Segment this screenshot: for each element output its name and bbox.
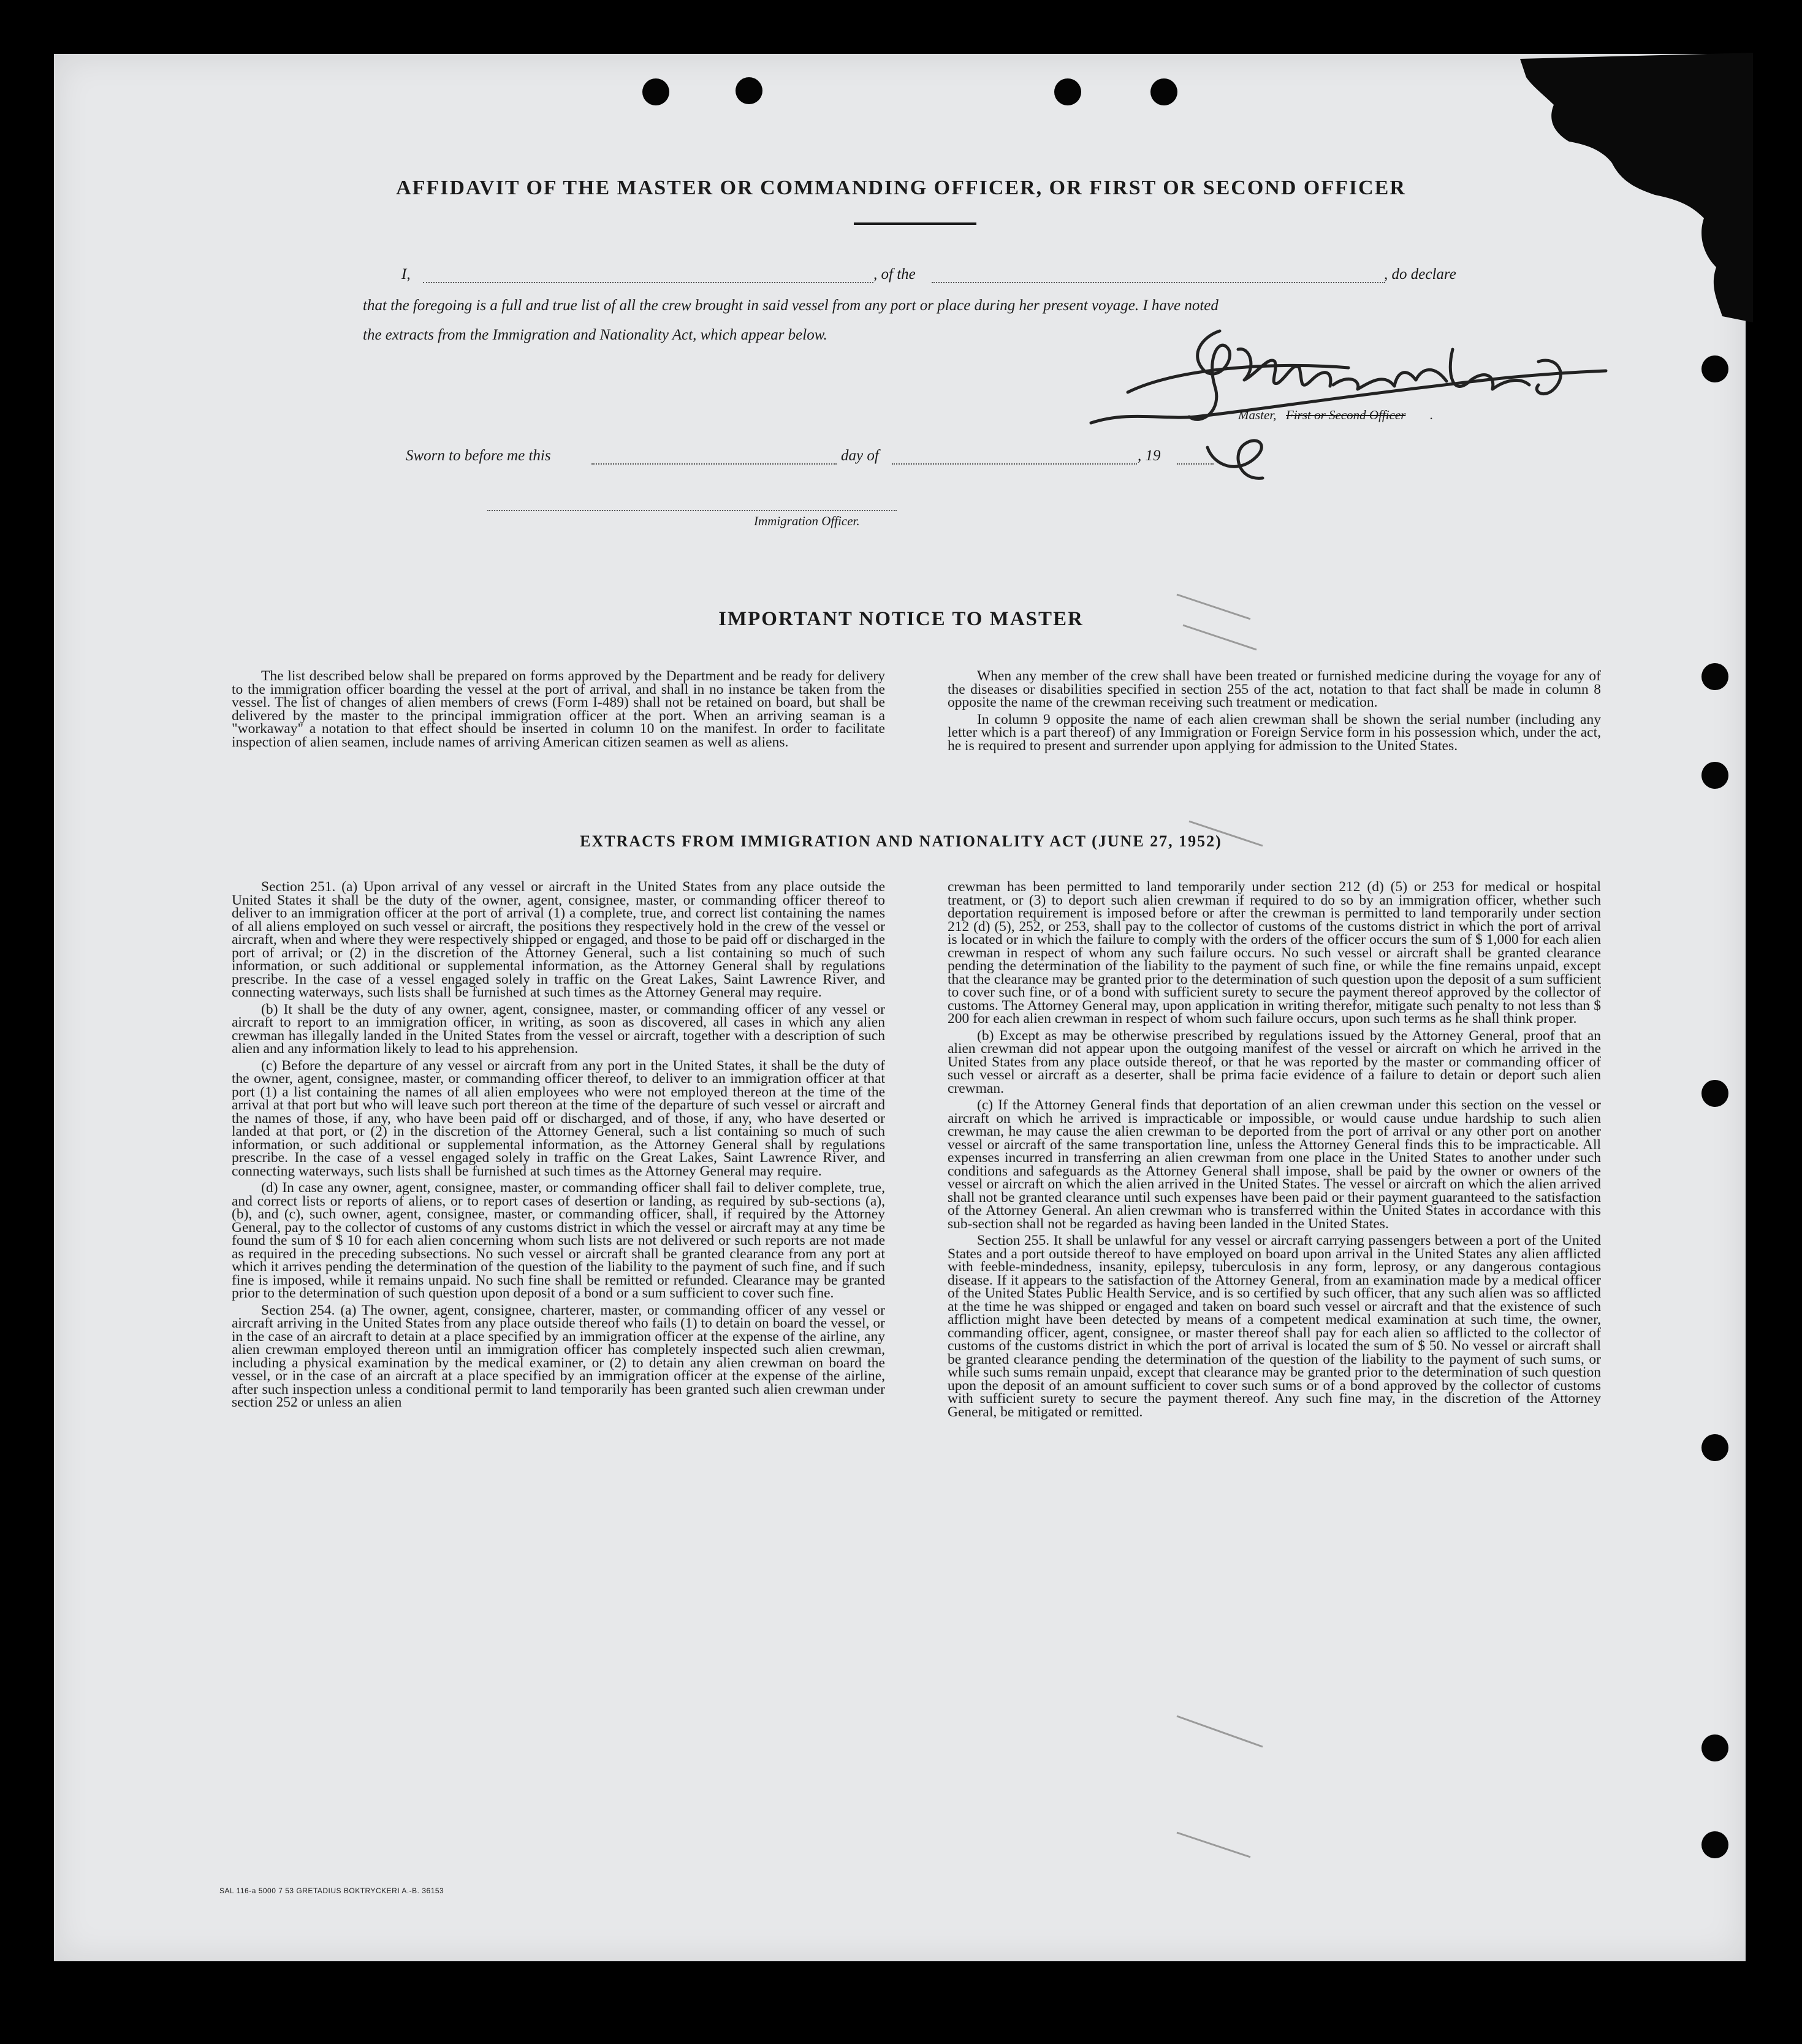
section-254-a-cont: crewman has been permitted to land temporarily under section 212 (d) (5) or 253 for medical or hospital treatment, or (3) to deport such alien crewman if required to do so by an immigration officer, whether such deportation requirement is imposed before or after the crewman is permitted to land temporarily under section 212 (d) (5), 252, or 253, shall pay to the collector of customs of the customs district in which the port of arrival is located or in which the failure to comply with the orders of the officer occurs the sum of $ 1,000 for each alien crewman in respect of whom any such failure occurs. No such vessel or aircraft shall be granted clearance pending the determination of the liability to the payment of such fine, or while the fine remains unpaid, except that the clearance may be granted prior to the determination of such question upon the deposit of a sum sufficient to cover such fine, or of a bond with sufficient surety to secure the payment thereof approved by the collector of customs. The Attorney General may, upon application in writing therefor, mitigate such penalty to not less than $ 200 for each alien crewman in respect of whom such failure occurs, upon such terms as he shall think proper. [948, 879, 1601, 1027]
affidavit-title: AFFIDAVIT OF THE MASTER OR COMMANDING OFFICER, OR FIRST OR SECOND OFFICER [396, 177, 1406, 199]
form-code: SAL 116-a 5000 7 53 GRETADIUS BOKTRYCKERI A.-B. 36153 [219, 1886, 444, 1895]
title-underline [854, 222, 976, 225]
year-label: , 19 [1138, 447, 1161, 464]
punch-hole [642, 78, 669, 105]
notice-left-column [232, 670, 885, 753]
punch-hole [1701, 1434, 1728, 1461]
section-254-a: Section 254. (a) The owner, agent, consignee, charterer, master, or commanding officer of any vessel or aircraft arriving in the United States from any place outside thereof who fails (1) to detain on board the vessel, or in the case of an aircraft to detain at a place specified by an immigration officer at the expense of the airline, any alien crewman employed thereon until an immigration officer has completely inspected such alien crewman, including a physical examination by the medical examiner, or (2) to detain any alien crewman on board the vessel, or in the case of an aircraft at a place specified by an immigration officer at the expense of the airline, after such inspection unless a conditional permit to land temporarily has been granted such alien crewman under section 252 or unless an alien [232, 1302, 885, 1410]
punch-hole [736, 77, 762, 104]
signature-caption-end: . [1430, 408, 1434, 422]
sworn-day-blank[interactable] [591, 463, 837, 465]
signature-caption-master: Master, [1238, 408, 1277, 422]
notice-paragraph: In column 9 opposite the name of each alien crewman shall be shown the serial number (including any letter which is a part thereof) of any Immigration or Foreign Service form in his possession which, under the act, he is required to present and surrender upon applying for admission to the United States. [948, 711, 1601, 754]
sworn-year-blank[interactable] [1177, 463, 1214, 465]
section-251-d: (d) In case any owner, agent, consignee, master, or commanding officer shall fail to deliver complete, true, and correct lists or reports of aliens, or to report cases of desertion or landing, as required by sub-sections (a), (b), and (c), such owner, agent, consignee, master, or commanding officer, shall, if required by the Attorney General, pay to the collector of customs of any customs district in which the vessel or aircraft may at any time be found the sum of $ 10 for each alien concerning whom such lists are not delivered or such reports are not made as required in the preceding subsections. No such vessel or aircraft shall be granted clearance from any port at which it arrives pending the determination of the question of the liability to the payment of such fine, and if such fine is imposed, while it remains unpaid. No such fine shall be remitted or refunded. Clearance may be granted prior to the determination of such question upon deposit of a bond or a sum sufficient to cover such fine. [232, 1180, 885, 1301]
extracts-title: EXTRACTS FROM IMMIGRATION AND NATIONALITY ACT (JUNE 27, 1952) [580, 832, 1222, 850]
notice-paragraph: When any member of the crew shall have been treated or furnished medicine during the voyage for any of the diseases or disabilities specified in section 255 of the act, notation to that fact shall be made in column 8 opposite the name of the crewman receiving such treatment or medication. [948, 668, 1601, 710]
section-251-c: (c) Before the departure of any vessel or aircraft from any port in the United States, it shall be the duty of the owner, agent, consignee, master, or commanding officer thereof, to deliver to an immigration officer at that port (1) a list containing the names of all alien employees who were not employed thereon at the time of the arrival at that port but who will leave such port thereon at the time of the departure of such vessel or aircraft and the names of those, if any, who have been paid off or discharged, and of those, if any, who have deserted or landed at that port, or (2) in the discretion of the Attorney General, such a list containing so much of such information, or such additional or supplemental information, as the Attorney General shall by regulations prescribe. In the case of a vessel engaged solely in traffic on the Great Lakes, Saint Lawrence River, and connecting waterways, such lists shall be furnished at such times as the Attorney General may require. [232, 1057, 885, 1179]
immigration-officer-label: Immigration Officer. [754, 514, 860, 528]
vessel-blank[interactable] [932, 282, 1385, 283]
extracts-left-column [232, 881, 885, 1413]
punch-hole [1701, 1080, 1728, 1107]
section-251-b: (b) It shall be the duty of any owner, agent, consignee, master, or commanding officer of any vessel or aircraft to report to an immigration officer, in writing, as soon as discovered, all cases in which any alien crewman has illegally landed in the United States from the vessel or aircraft, together with a description of such alien and any information likely to lead to his apprehension. [232, 1001, 885, 1057]
punch-hole [1150, 78, 1177, 105]
affidavit-line-2: that the foregoing is a full and true list of all the crew brought in said vessel from any port or place during her present voyage. I have noted [363, 297, 1218, 314]
notice-paragraph: The list described below shall be prepared on forms approved by the Department and be ready for delivery to the immigration officer boarding the vessel at the port of arrival, and shall in no instance be taken from the vessel. The list of changes of alien members of crews (Form I-489) shall not be retained on board, but shall be delivered by the master to the principal immigration officer at the port. When an arriving seaman is a "workaway" a notation to that effect should be inserted in column 10 on the manifest. In order to facilitate inspection of alien seamen, include names of arriving American citizen seamen as well as aliens. [232, 668, 885, 750]
punch-hole [1054, 78, 1081, 105]
signature-caption-struck: First or Second Officer [1286, 408, 1406, 422]
affidavit-line-3: the extracts from the Immigration and Nationality Act, which appear below. [363, 327, 827, 343]
section-255: Section 255. It shall be unlawful for any vessel or aircraft carrying passengers between a port of the United States and a port outside thereof to have employed on board upon arrival in the United States any alien afflicted with feeble-mindedness, insanity, epilepsy, tuberculosis in any form, leprosy, or any dangerous contagious disease. If it appears to the satisfaction of the Attorney General, from an examination made by a medical officer of the United States Public Health Service, and is so certified by such officer, that any such alien was so afflicted at the time he was shipped or engaged and taken on board such vessel or aircraft and that the existence of such affliction might have been detected by means of a competent medical examination at such time, the owner, commanding officer, agent, consignee, or master thereof shall pay for each alien so afflicted to the collector of customs of the customs district in which the port of arrival is located the sum of $ 50. No vessel or aircraft shall be granted clearance pending the determination of the question of the liability to the payment of such sums, or while such sums remain unpaid, except that clearance may be granted prior to the determination of such question upon the deposit of an amount sufficient to cover such sums or of a bond approved by the collector of customs with sufficient surety to secure the payment thereof. Any such fine may, in the discretion of the Attorney General, be mitigated or remitted. [948, 1233, 1601, 1420]
extracts-right-column [948, 881, 1601, 1423]
affidavit-declare-label: , do declare [1384, 266, 1456, 283]
affidavit-i-label: I, [401, 266, 411, 283]
section-254-b: (b) Except as may be otherwise prescribed by regulations issued by the Attorney General, proof that an alien crewman did not appear upon the outgoing manifest of the vessel or aircraft on which he arrived in the United States from any place outside thereof, or that he was reported by the master or commanding officer of such vessel or aircraft as a deserter, shall be prima facie evidence of a failure to detain or deport such alien crewman. [948, 1027, 1601, 1096]
scratch-marks [1165, 1704, 1324, 1863]
punch-hole [1701, 1734, 1728, 1761]
section-251-a: Section 251. (a) Upon arrival of any vessel or aircraft in the United States from any place outside the United States it shall be the duty of the owner, agent, consignee, master, or commanding officer thereof to deliver to an immigration officer at the port of arrival (1) a complete, true, and correct list containing the names of all aliens employed on such vessel or aircraft, the positions they respectively hold in the crew of the vessel or aircraft, when and where they were respectively shipped or engaged, and those to be paid off or discharged in the port of arrival; or (2) in the discretion of the Attorney General, such a list containing so much of such information, or such additional or supplemental information, as the Attorney General shall by regulations prescribe. In the case of a vessel engaged solely in traffic on the Great Lakes, Saint Lawrence River, and connecting waterways, such lists shall be furnished at such times as the Attorney General may require. [232, 879, 885, 1000]
sworn-label: Sworn to before me this [406, 447, 551, 464]
notice-title: IMPORTANT NOTICE TO MASTER [718, 608, 1084, 630]
punch-hole [1701, 762, 1728, 789]
punch-hole [1701, 1831, 1728, 1858]
affidavit-of-the-label: , of the [873, 266, 916, 283]
day-of-label: day of [841, 447, 879, 464]
section-254-c: (c) If the Attorney General finds that deportation of an alien crewman under this section on the vessel or aircraft on which he arrived is impracticable or impossible, or would cause undue hardship to such alien crewman, he may cause the alien crewman to be deported from the port of arrival or any other port on another vessel or aircraft of the same transportation line, unless the Attorney General finds this to be impracticable. All expenses incurred in transferring an alien crewman from one place in the United States to another under such conditions and safeguards as the Attorney General shall impose, shall be paid by the owner or owners of the vessel or aircraft on which the alien arrived in the United States. The vessel or aircraft on which the alien arrived shall not be granted clearance until such expenses have been paid or their payment guaranteed to the satisfaction of the Attorney General. An alien crewman who is transferred within the United States in accordance with this sub-section shall not be regarded as having been landed in the United States. [948, 1097, 1601, 1232]
officer-signature-blank[interactable] [487, 510, 897, 511]
sworn-month-blank[interactable] [892, 463, 1137, 465]
notice-right-column [948, 670, 1601, 756]
punch-hole [1701, 355, 1728, 382]
name-blank[interactable] [423, 282, 873, 283]
punch-hole [1701, 663, 1728, 690]
